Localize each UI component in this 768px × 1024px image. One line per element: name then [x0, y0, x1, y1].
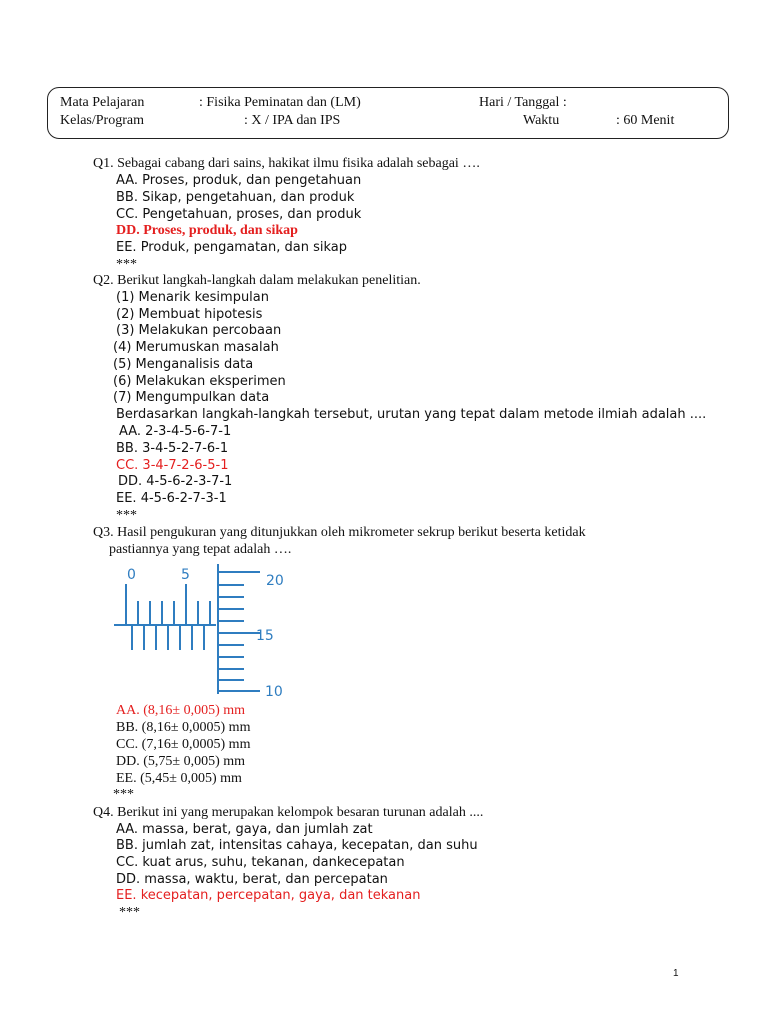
q4-question: Q4. Berikut ini yang merupakan kelompok besaran turunan adalah ....	[93, 805, 484, 820]
q2-option-d: DD. 4-5-6-2-3-7-1	[118, 474, 233, 489]
q2-step-2: (2) Membuat hipotesis	[116, 307, 263, 322]
q1-question: Q1. Sebagai cabang dari sains, hakikat ilmu fisika adalah sebagai ….	[93, 156, 480, 171]
thimble-label-15: 15	[256, 628, 274, 644]
day-label: Hari / Tanggal :	[479, 95, 567, 110]
q2-option-c-answer: CC. 3-4-7-2-6-5-1	[116, 458, 229, 473]
q1-option-d-answer: DD. Proses, produk, dan sikap	[116, 223, 298, 238]
q2-step-7: (7) Mengumpulkan data	[113, 390, 270, 405]
q2-step-1: (1) Menarik kesimpulan	[116, 290, 270, 305]
class-value: : X / IPA dan IPS	[244, 113, 341, 128]
q1-option-b: BB. Sikap, pengetahuan, dan produk	[116, 190, 355, 205]
q3-option-b: BB. (8,16± 0,0005) mm	[116, 720, 251, 735]
q2-option-e: EE. 4-5-6-2-7-3-1	[116, 491, 227, 506]
q3-option-c: CC. (7,16± 0,0005) mm	[116, 737, 251, 752]
q3-option-d: DD. (5,75± 0,005) mm	[116, 754, 246, 769]
thimble-label-20: 20	[266, 573, 284, 589]
q2-option-b: BB. 3-4-5-2-7-6-1	[116, 441, 229, 456]
q2-step-4: (4) Merumuskan masalah	[113, 340, 279, 355]
q3-option-e: EE. (5,45± 0,005) mm	[116, 771, 242, 786]
q2-option-a: AA. 2-3-4-5-6-7-1	[119, 424, 232, 439]
sleeve-label-0: 0	[127, 567, 136, 583]
q2-step-5: (5) Menganalisis data	[113, 357, 254, 372]
q2-step-6: (6) Melakukan eksperimen	[113, 374, 286, 389]
q3-separator: ***	[113, 787, 134, 802]
class-label: Kelas/Program	[60, 113, 144, 128]
subject-label: Mata Pelajaran	[60, 95, 145, 110]
time-value: : 60 Menit	[616, 113, 675, 128]
subject-value: : Fisika Peminatan dan (LM)	[199, 95, 361, 110]
header-box	[47, 87, 729, 139]
q3-question-line1: Q3. Hasil pengukuran yang ditunjukkan oleh mikrometer sekrup berikut beserta ketidak	[93, 525, 586, 540]
q4-option-a: AA. massa, berat, gaya, dan jumlah zat	[116, 822, 373, 837]
q1-option-c: CC. Pengetahuan, proses, dan produk	[116, 207, 362, 222]
q1-separator: ***	[116, 257, 137, 272]
q1-option-a: AA. Proses, produk, dan pengetahuan	[116, 173, 362, 188]
q2-prompt: Berdasarkan langkah-langkah tersebut, urutan yang tepat dalam metode ilmiah adalah ....	[116, 407, 707, 422]
q2-question: Q2. Berikut langkah-langkah dalam melakukan penelitian.	[93, 273, 421, 288]
q4-option-d: DD. massa, waktu, berat, dan percepatan	[116, 872, 388, 887]
q2-step-3: (3) Melakukan percobaan	[116, 323, 282, 338]
q4-separator: ***	[119, 905, 140, 920]
thimble-label-10: 10	[265, 684, 283, 700]
sleeve-label-5: 5	[181, 567, 190, 583]
q3-question-line2: pastiannya yang tepat adalah ….	[109, 542, 292, 557]
q1-option-e: EE. Produk, pengamatan, dan sikap	[116, 240, 347, 255]
micrometer-thimble	[218, 564, 260, 694]
q4-option-b: BB. jumlah zat, intensitas cahaya, kecepatan, dan suhu	[116, 838, 478, 853]
page-number: 1	[673, 968, 679, 979]
time-label: Waktu	[523, 113, 560, 128]
q4-option-c: CC. kuat arus, suhu, tekanan, dankecepatan	[116, 855, 405, 870]
micrometer-sleeve	[114, 584, 216, 650]
q2-separator: ***	[116, 508, 137, 523]
q4-option-e-answer: EE. kecepatan, percepatan, gaya, dan tekanan	[116, 888, 421, 903]
micrometer-figure	[110, 562, 290, 702]
q3-option-a-answer: AA. (8,16± 0,005) mm	[116, 703, 246, 718]
